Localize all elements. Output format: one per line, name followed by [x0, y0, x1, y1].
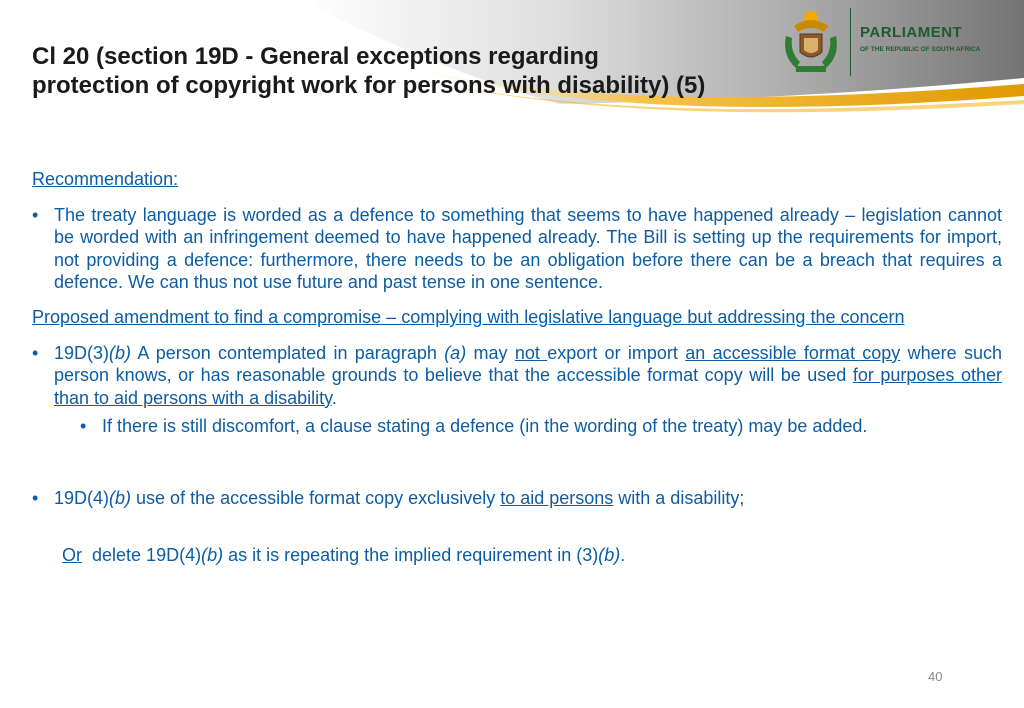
slide-body: [32, 168, 1002, 589]
parliament-logo: [774, 6, 1024, 76]
page-title: [32, 42, 832, 100]
bullet-dot: •: [32, 487, 39, 508]
coat-of-arms-icon: [776, 6, 846, 76]
bullet-dot: •: [32, 204, 39, 225]
bullet-dot: •: [32, 342, 39, 363]
proposed-amendment-heading: Proposed amendment to find a compromise – complying with legislative language but addressing the concern: [32, 306, 905, 327]
title-line-1: Cl 20 (section 19D - General exceptions regarding: [32, 43, 599, 70]
bullet-dot: •: [80, 416, 87, 437]
logo-divider: [850, 8, 851, 76]
logo-title: PARLIAMENT: [860, 24, 963, 41]
subbullet-discomfort: • If there is still discomfort, a clause stating a defence (in the wording of the treaty) may be added.: [80, 416, 868, 437]
or-delete-line: Or delete 19D(4)(b) as it is repeating the implied requirement in (3)(b).: [62, 545, 626, 566]
bullet-treaty-language: • The treaty language is worded as a defence to something that seems to have happened already – legislation cannot be worded with an infringement deemed to have happened already. The Bill is setting up the requirements for import, not providing a defence: furthermore, there needs to be an obligation before there can be a breach that requires a defence. We can thus not use future and past tense in one sentence.: [32, 204, 1002, 293]
bullet-19d4b: • 19D(4)(b) use of the accessible format copy exclusively to aid persons with a disability;: [32, 487, 745, 508]
page-number: 40: [928, 669, 943, 684]
recommendation-heading: Recommendation:: [32, 169, 179, 189]
title-line-2: protection of copyright work for persons with disability) (5): [32, 72, 706, 99]
bullet-19d3b: • 19D(3)(b) A person contemplated in paragraph (a) may not export or import an accessible format copy where such person knows, or has reasonable grounds to believe that the accessible format copy will be used for purposes other than to aid persons with a disability.: [32, 342, 1002, 408]
logo-subtitle: OF THE REPUBLIC OF SOUTH AFRICA: [860, 46, 981, 53]
